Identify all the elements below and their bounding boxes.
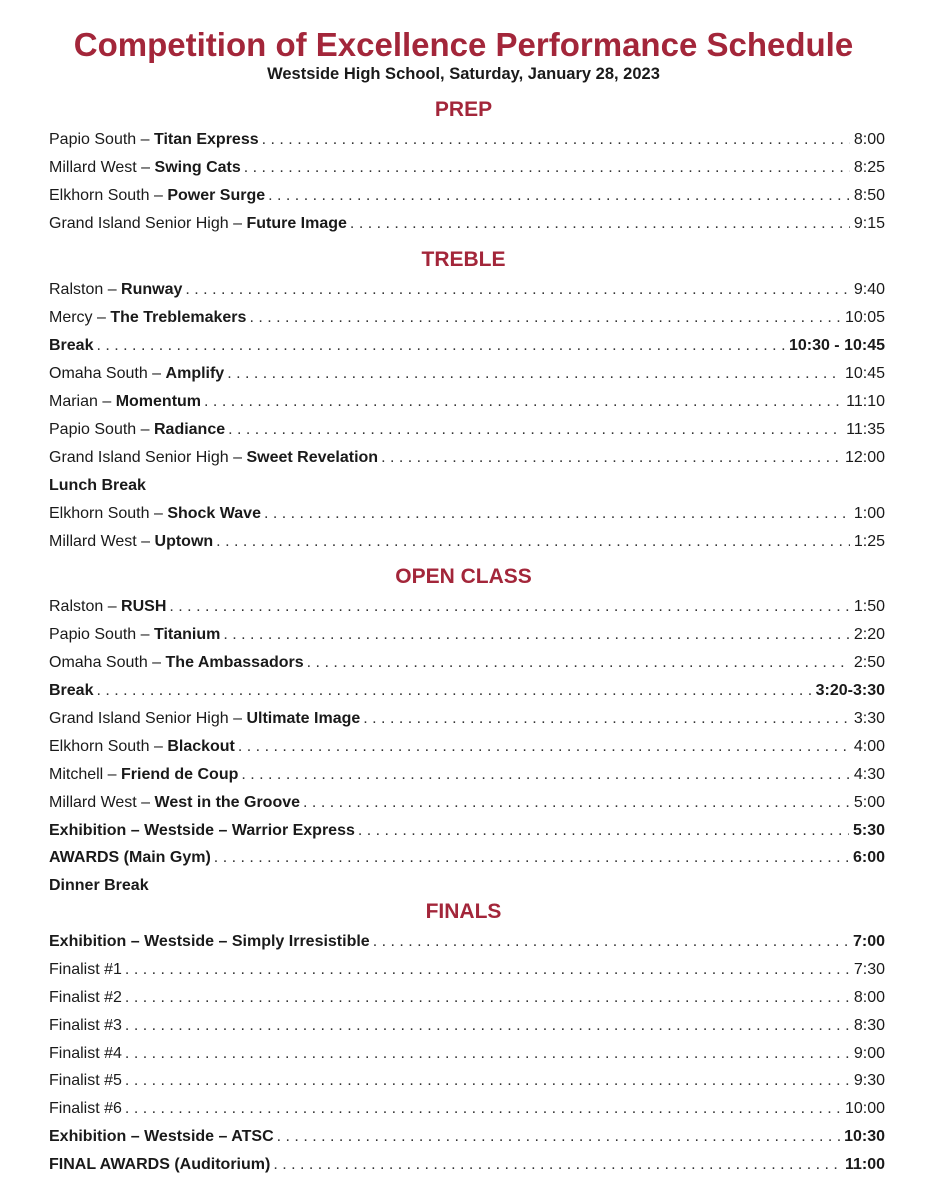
performance-time: 10:05 bbox=[844, 309, 885, 326]
schedule-row bbox=[49, 651, 885, 675]
row-label bbox=[49, 1097, 122, 1121]
separator: – bbox=[103, 598, 122, 615]
row-label bbox=[49, 1153, 270, 1177]
row-label bbox=[49, 1042, 122, 1066]
dot-leader bbox=[363, 707, 850, 731]
school-name: Papio South bbox=[49, 421, 137, 438]
group-name: Swing Cats bbox=[154, 159, 241, 176]
performance-time: 12:00 bbox=[844, 449, 885, 466]
dot-leader bbox=[96, 679, 811, 703]
performance-time: 10:00 bbox=[844, 1100, 885, 1117]
school-name: Exhibition – Westside – ATSC bbox=[49, 1128, 274, 1145]
school-name: Finalist #1 bbox=[49, 961, 122, 978]
schedule-row bbox=[49, 1014, 885, 1038]
separator: – bbox=[136, 131, 154, 148]
school-name: Ralston bbox=[49, 281, 104, 298]
performance-time: 9:30 bbox=[853, 1072, 885, 1089]
performance-time: 10:45 bbox=[844, 365, 885, 382]
schedule-row bbox=[49, 156, 885, 180]
schedule-row bbox=[49, 530, 885, 554]
schedule-row bbox=[49, 474, 885, 498]
dot-leader bbox=[238, 735, 850, 759]
row-label bbox=[49, 874, 149, 898]
schedule-row bbox=[49, 846, 885, 870]
performance-time: 8:50 bbox=[853, 187, 885, 204]
schedule-row bbox=[49, 763, 885, 787]
group-name: The Ambassadors bbox=[165, 654, 304, 671]
performance-time: 2:50 bbox=[853, 654, 885, 671]
row-label bbox=[49, 791, 300, 815]
group-name: Titan Express bbox=[153, 131, 259, 148]
separator: – bbox=[136, 421, 154, 438]
dot-leader bbox=[125, 1014, 850, 1038]
separator: – bbox=[136, 626, 154, 643]
school-name: Ralston bbox=[49, 598, 104, 615]
group-name: Uptown bbox=[154, 533, 214, 550]
performance-time: 8:00 bbox=[853, 131, 885, 148]
group-name: Power Surge bbox=[167, 187, 266, 204]
school-name: Omaha South bbox=[49, 365, 148, 382]
performance-time: 4:30 bbox=[853, 766, 885, 783]
school-name: Finalist #6 bbox=[49, 1100, 122, 1117]
dot-leader bbox=[216, 530, 850, 554]
performance-time: 1:25 bbox=[853, 533, 885, 550]
schedule-row bbox=[49, 334, 885, 358]
row-label bbox=[49, 707, 360, 731]
row-label bbox=[49, 306, 246, 330]
group-name: RUSH bbox=[121, 598, 167, 615]
performance-time: 2:20 bbox=[853, 626, 885, 643]
school-name: FINAL AWARDS (Auditorium) bbox=[49, 1156, 271, 1173]
school-name: Finalist #2 bbox=[49, 989, 122, 1006]
school-name: Millard West bbox=[49, 533, 137, 550]
group-name: Future Image bbox=[246, 215, 347, 232]
row-label bbox=[49, 623, 220, 647]
schedule-row bbox=[49, 362, 885, 386]
separator: – bbox=[97, 393, 116, 410]
school-name: Marian bbox=[49, 393, 98, 410]
row-label bbox=[49, 156, 241, 180]
dot-leader bbox=[307, 651, 850, 675]
school-name: Dinner Break bbox=[49, 877, 149, 894]
row-label bbox=[49, 846, 211, 870]
separator: – bbox=[149, 738, 168, 755]
performance-time: 1:50 bbox=[853, 598, 885, 615]
dot-leader bbox=[277, 1125, 840, 1149]
performance-time: 3:30 bbox=[853, 710, 885, 727]
dot-leader bbox=[273, 1153, 841, 1177]
schedule-row bbox=[49, 306, 885, 330]
group-name: Radiance bbox=[153, 421, 226, 438]
performance-time: 10:30 bbox=[844, 1128, 885, 1145]
row-label bbox=[49, 651, 304, 675]
performance-time: 7:00 bbox=[852, 933, 885, 950]
school-name: Papio South bbox=[49, 131, 137, 148]
schedule-row bbox=[49, 1125, 885, 1149]
group-name: Shock Wave bbox=[167, 505, 261, 522]
schedule-row bbox=[49, 502, 885, 526]
dot-leader bbox=[303, 791, 850, 815]
page-subtitle: Westside High School, Saturday, January 28, 2023 bbox=[267, 65, 660, 83]
school-name: Exhibition – Westside – Simply Irresistible bbox=[49, 933, 370, 950]
performance-time: 4:00 bbox=[853, 738, 885, 755]
row-label bbox=[49, 362, 224, 386]
dot-leader bbox=[227, 362, 841, 386]
dot-leader bbox=[241, 763, 850, 787]
row-label bbox=[49, 679, 93, 703]
separator: – bbox=[136, 794, 155, 811]
performance-time: 8:00 bbox=[853, 989, 885, 1006]
dot-leader bbox=[125, 986, 850, 1010]
page-title: Competition of Excellence Performance Schedule bbox=[73, 26, 854, 63]
row-label bbox=[49, 278, 182, 302]
group-name: Momentum bbox=[115, 393, 202, 410]
group-name: Runway bbox=[121, 281, 183, 298]
dot-leader bbox=[125, 1069, 850, 1093]
schedule-row bbox=[49, 446, 885, 470]
school-name: Omaha South bbox=[49, 654, 148, 671]
row-label bbox=[49, 986, 122, 1010]
dot-leader bbox=[228, 418, 842, 442]
schedule-row bbox=[49, 1097, 885, 1121]
separator: – bbox=[147, 654, 166, 671]
schedule-row bbox=[49, 128, 885, 152]
performance-time: 9:15 bbox=[853, 215, 885, 232]
dot-leader bbox=[125, 1042, 850, 1066]
dot-leader bbox=[350, 212, 850, 236]
group-name: West in the Groove bbox=[154, 794, 301, 811]
row-label bbox=[49, 819, 355, 843]
dot-leader bbox=[249, 306, 841, 330]
dot-leader bbox=[268, 184, 850, 208]
schedule-row bbox=[49, 791, 885, 815]
schedule-row bbox=[49, 707, 885, 731]
schedule-row bbox=[49, 1042, 885, 1066]
performance-time: 9:00 bbox=[853, 1045, 885, 1062]
row-label bbox=[49, 334, 93, 358]
dot-leader bbox=[223, 623, 850, 647]
separator: – bbox=[136, 533, 155, 550]
row-label bbox=[49, 735, 235, 759]
performance-time: 5:30 bbox=[852, 822, 885, 839]
row-label bbox=[49, 418, 225, 442]
schedule-row bbox=[49, 735, 885, 759]
separator: – bbox=[149, 505, 168, 522]
school-name: AWARDS (Main Gym) bbox=[49, 849, 211, 866]
group-name: Blackout bbox=[167, 738, 235, 755]
school-name: Papio South bbox=[49, 626, 137, 643]
school-name: Finalist #4 bbox=[49, 1045, 122, 1062]
school-name: Finalist #3 bbox=[49, 1017, 122, 1034]
row-label bbox=[49, 446, 378, 470]
separator: – bbox=[228, 710, 247, 727]
dot-leader bbox=[214, 846, 849, 870]
row-label bbox=[49, 474, 146, 498]
school-name: Mitchell bbox=[49, 766, 104, 783]
performance-time: 9:40 bbox=[853, 281, 885, 298]
separator: – bbox=[103, 766, 122, 783]
group-name: Titanium bbox=[153, 626, 221, 643]
schedule-row bbox=[49, 212, 885, 236]
row-label bbox=[49, 390, 201, 414]
dot-leader bbox=[125, 958, 850, 982]
dot-leader bbox=[185, 278, 849, 302]
separator: – bbox=[141, 159, 155, 176]
schedule-row bbox=[49, 390, 885, 414]
row-label bbox=[49, 1069, 122, 1093]
row-label bbox=[49, 128, 259, 152]
row-label bbox=[49, 502, 261, 526]
schedule-row bbox=[49, 1153, 885, 1177]
school-name: Break bbox=[49, 337, 94, 354]
group-name: Friend de Coup bbox=[121, 766, 239, 783]
school-name: Grand Island Senior High bbox=[49, 710, 229, 727]
section-heading: FINALS bbox=[425, 900, 502, 923]
performance-time: 8:25 bbox=[853, 159, 885, 176]
group-name: Amplify bbox=[165, 365, 225, 382]
school-name: Millard West bbox=[49, 794, 137, 811]
group-name: Ultimate Image bbox=[246, 710, 361, 727]
school-name: Elkhorn South bbox=[49, 187, 150, 204]
performance-time: 6:00 bbox=[852, 849, 885, 866]
dot-leader bbox=[264, 502, 850, 526]
schedule-row bbox=[49, 679, 885, 703]
separator: – bbox=[149, 187, 168, 204]
separator: – bbox=[92, 309, 111, 326]
row-label bbox=[49, 1125, 274, 1149]
row-label bbox=[49, 930, 370, 954]
row-label bbox=[49, 212, 347, 236]
schedule-row bbox=[49, 623, 885, 647]
schedule-row bbox=[49, 819, 885, 843]
school-name: Finalist #5 bbox=[49, 1072, 122, 1089]
performance-time: 1:00 bbox=[853, 505, 885, 522]
school-name: Elkhorn South bbox=[49, 738, 150, 755]
row-label bbox=[49, 958, 122, 982]
school-name: Lunch Break bbox=[49, 477, 146, 494]
schedule-row bbox=[49, 986, 885, 1010]
school-name: Grand Island Senior High bbox=[49, 215, 229, 232]
school-name: Millard West bbox=[49, 159, 142, 176]
group-name: The Treblemakers bbox=[110, 309, 247, 326]
schedule-row bbox=[49, 874, 885, 898]
performance-time: 7:30 bbox=[853, 961, 885, 978]
separator: – bbox=[228, 215, 247, 232]
schedule-row bbox=[49, 418, 885, 442]
performance-time: 3:20-3:30 bbox=[815, 682, 885, 699]
section-heading: TREBLE bbox=[421, 248, 506, 271]
section-heading: PREP bbox=[434, 98, 493, 121]
dot-leader bbox=[373, 930, 849, 954]
performance-time: 11:00 bbox=[844, 1156, 885, 1173]
group-name: Sweet Revelation bbox=[246, 449, 379, 466]
row-label bbox=[49, 184, 265, 208]
section-heading: OPEN CLASS bbox=[395, 565, 532, 588]
performance-time: 11:10 bbox=[846, 393, 885, 410]
performance-time: 11:35 bbox=[846, 421, 885, 438]
performance-time: 10:30 - 10:45 bbox=[788, 337, 885, 354]
schedule-row bbox=[49, 595, 885, 619]
separator: – bbox=[228, 449, 247, 466]
dot-leader bbox=[169, 595, 849, 619]
separator: – bbox=[103, 281, 122, 298]
row-label bbox=[49, 595, 166, 619]
schedule-row bbox=[49, 958, 885, 982]
row-label bbox=[49, 763, 238, 787]
school-name: Exhibition – Westside – Warrior Express bbox=[49, 822, 355, 839]
performance-time: 5:00 bbox=[853, 794, 885, 811]
school-name: Mercy bbox=[49, 309, 93, 326]
dot-leader bbox=[244, 156, 850, 180]
schedule-row bbox=[49, 930, 885, 954]
schedule-row bbox=[49, 278, 885, 302]
dot-leader bbox=[381, 446, 841, 470]
schedule-row bbox=[49, 1069, 885, 1093]
dot-leader bbox=[262, 128, 850, 152]
dot-leader bbox=[125, 1097, 841, 1121]
separator: – bbox=[147, 365, 166, 382]
dot-leader bbox=[204, 390, 842, 414]
school-name: Grand Island Senior High bbox=[49, 449, 229, 466]
dot-leader bbox=[358, 819, 849, 843]
row-label bbox=[49, 530, 213, 554]
school-name: Elkhorn South bbox=[49, 505, 150, 522]
row-label bbox=[49, 1014, 122, 1038]
dot-leader bbox=[96, 334, 784, 358]
school-name: Break bbox=[49, 682, 94, 699]
schedule-row bbox=[49, 184, 885, 208]
performance-time: 8:30 bbox=[853, 1017, 885, 1034]
